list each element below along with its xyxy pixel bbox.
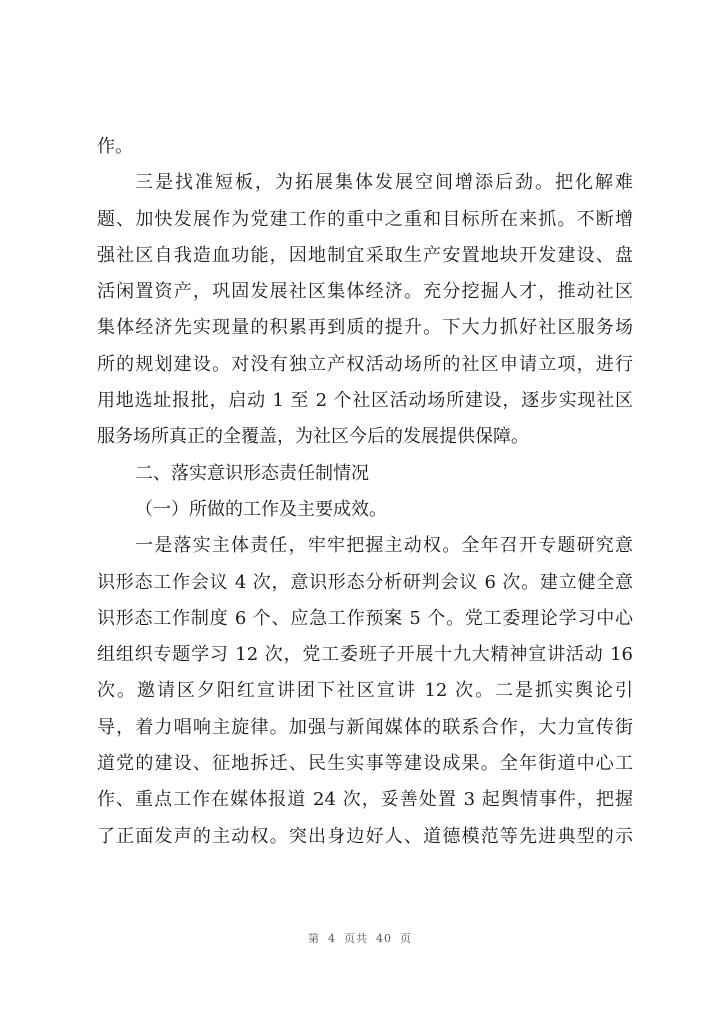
section-heading: 二、落实意识形态责任制情况: [135, 462, 369, 484]
subsection-heading: （一）所做的工作及主要成效。: [135, 498, 387, 520]
text-line: 导，着力唱响主旋律。加强与新闻媒体的联系合作，大力宣传街: [97, 716, 633, 738]
text-line: 次。邀请区夕阳红宣讲团下社区宣讲 12 次。二是抓实舆论引: [97, 680, 633, 702]
current-page-number: 4: [328, 932, 336, 945]
text-line: 活闲置资产，巩固发展社区集体经济。充分挖掘人才，推动社区: [97, 281, 633, 303]
text-line: 题、加快发展作为党建工作的重中之重和目标所在来抓。不断增: [97, 208, 633, 230]
text-line: 作。: [97, 136, 133, 157]
footer-prefix: 第: [308, 932, 320, 945]
text-line: 所的规划建设。对没有独立产权活动场所的社区申请立项，进行: [97, 353, 633, 375]
text-line: 三是找准短板，为拓展集体发展空间增添后劲。把化解难: [135, 172, 633, 194]
text-line: 一是落实主体责任，牢牢把握主动权。全年召开专题研究意: [135, 535, 633, 557]
footer-middle: 页共: [344, 932, 368, 945]
document-body: [97, 129, 633, 855]
text-line: 用地选址报批，启动 1 至 2 个社区活动场所建设，逐步实现社区: [97, 390, 633, 412]
text-line: 了正面发声的主动权。突出身边好人、道德模范等先进典型的示: [97, 825, 633, 847]
text-line: 组组织专题学习 12 次，党工委班子开展十九大精神宣讲活动 16: [97, 644, 633, 666]
text-line: 道党的建设、征地拆迁、民生实事等建设成果。全年街道中心工: [97, 753, 633, 775]
text-line: 作、重点工作在媒体报道 24 次，妥善处置 3 起舆情事件，把握: [97, 789, 633, 811]
text-line: 集体经济先实现量的积累再到质的提升。下大力抓好社区服务场: [97, 317, 633, 339]
text-line: 服务场所真正的全覆盖，为社区今后的发展提供保障。: [97, 426, 529, 448]
page-footer: [0, 930, 720, 946]
text-line: 识形态工作制度 6 个、应急工作预案 5 个。党工委理论学习中心: [97, 607, 633, 629]
text-line: 强社区自我造血功能，因地制宜采取生产安置地块开发建设、盘: [97, 244, 633, 266]
footer-suffix: 页: [400, 932, 412, 945]
total-page-count: 40: [376, 932, 392, 945]
text-line: 识形态工作会议 4 次，意识形态分析研判会议 6 次。建立健全意: [97, 571, 633, 593]
